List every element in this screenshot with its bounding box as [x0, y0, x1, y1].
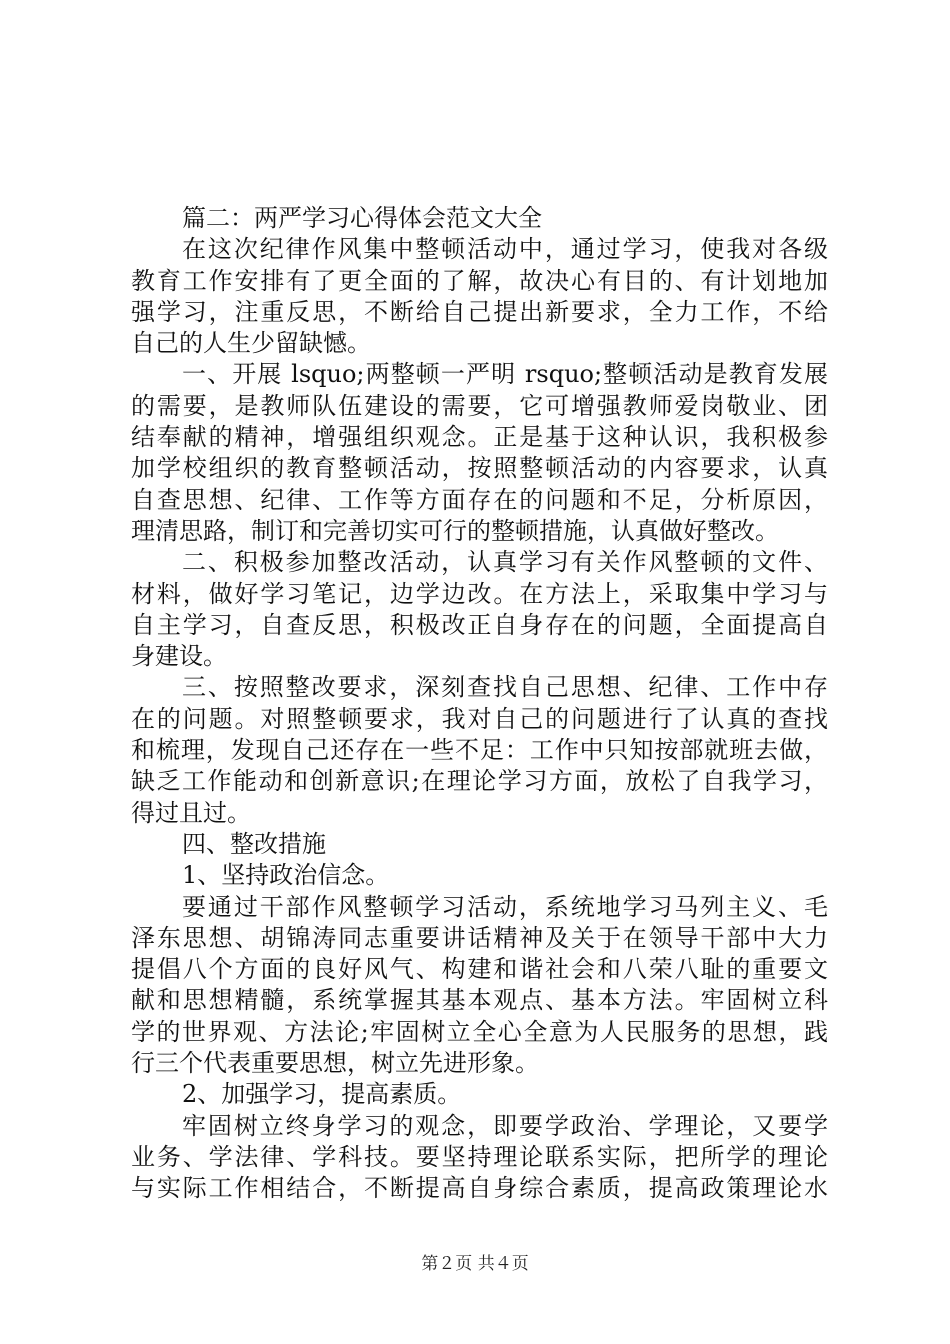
text-line: 身建设。: [131, 642, 227, 671]
text-line: 泽东思想、胡锦涛同志重要讲话精神及关于在领导干部中大力: [131, 923, 828, 952]
text-line: 自己的人生少留缺憾。: [131, 329, 371, 358]
text-line: 牢固树立终身学习的观念，即要学政治、学理论，又要学: [182, 1111, 828, 1140]
text-line: 献和思想精髓，系统掌握其基本观点、基本方法。牢固树立科: [131, 986, 828, 1015]
text-line: 自主学习，自查反思，积极改正自身存在的问题，全面提高自: [131, 610, 828, 639]
text-line: 结奉献的精神，增强组织观念。正是基于这种认识，我积极参: [131, 423, 828, 452]
text-line: 四、整改措施: [182, 829, 326, 858]
text-line: 2、加强学习，提高素质。: [182, 1080, 462, 1109]
text-line: 缺乏工作能动和创新意识;在理论学习方面，放松了自我学习，: [131, 767, 828, 796]
text-line: 材料，做好学习笔记，边学边改。在方法上，采取集中学习与: [131, 579, 828, 608]
text-line: 一、开展 lsquo;两整顿一严明 rsquo;整顿活动是教育发展: [182, 360, 828, 389]
text-line: 理清思路，制订和完善切实可行的整顿措施，认真做好整改。: [131, 516, 779, 545]
document-body: [131, 203, 828, 1205]
text-line: 和梳理，发现自己还存在一些不足：工作中只知按部就班去做，: [131, 736, 828, 765]
text-line: 与实际工作相结合，不断提高自身综合素质，提高政策理论水: [131, 1174, 828, 1203]
text-line: 篇二：两严学习心得体会范文大全: [182, 204, 542, 232]
text-line: 加学校组织的教育整顿活动，按照整顿活动的内容要求，认真: [131, 454, 828, 483]
text-line: 在这次纪律作风集中整顿活动中，通过学习，使我对各级: [182, 235, 828, 264]
text-line: 强学习，注重反思，不断给自己提出新要求，全力工作，不给: [131, 297, 828, 326]
text-line: 二、积极参加整改活动，认真学习有关作风整顿的文件、: [182, 548, 828, 577]
text-line: 三、按照整改要求，深刻查找自己思想、纪律、工作中存: [182, 673, 828, 702]
text-line: 自查思想、纪律、工作等方面存在的问题和不足，分析原因，: [131, 485, 828, 514]
page-footer: 第２页 共４页: [421, 1254, 529, 1274]
text-line: 1、坚持政治信念。: [182, 861, 390, 890]
text-line: 行三个代表重要思想，树立先进形象。: [131, 1049, 539, 1078]
text-line: 的需要，是教师队伍建设的需要，它可增强教师爱岗敬业、团: [131, 391, 828, 420]
text-line: 业务、学法律、学科技。要坚持理论联系实际，把所学的理论: [131, 1142, 828, 1171]
text-line: 要通过干部作风整顿学习活动，系统地学习马列主义、毛: [182, 892, 828, 921]
text-line: 提倡八个方面的良好风气、构建和谐社会和八荣八耻的重要文: [131, 955, 828, 984]
text-line: 得过且过。: [131, 798, 251, 827]
text-line: 学的世界观、方法论;牢固树立全心全意为人民服务的思想，践: [131, 1017, 828, 1046]
text-line: 在的问题。对照整顿要求，我对自己的问题进行了认真的查找: [131, 704, 828, 733]
text-line: 教育工作安排有了更全面的了解，故决心有目的、有计划地加: [131, 266, 828, 295]
